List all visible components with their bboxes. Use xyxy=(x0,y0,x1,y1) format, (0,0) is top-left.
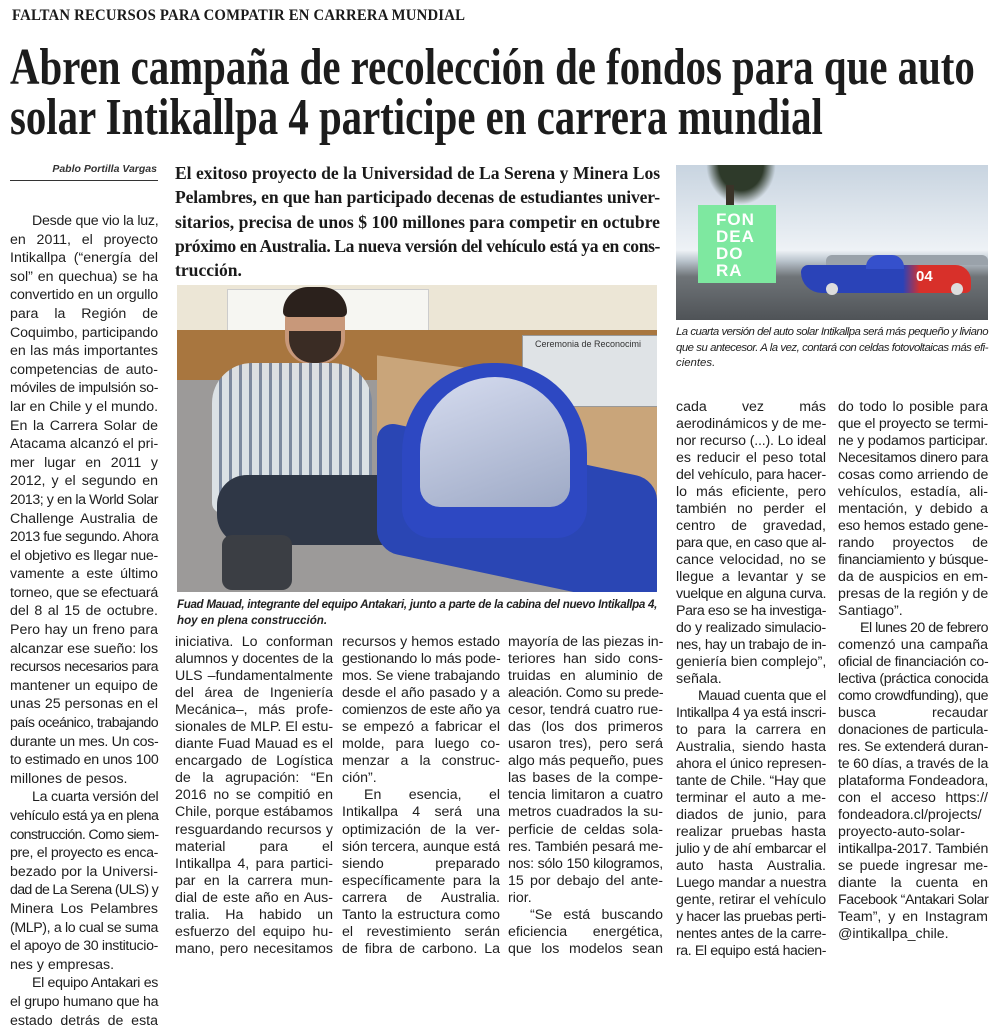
text-line: torneo, que se efectuará xyxy=(10,584,158,601)
text-line: mer lugar en 2011 y xyxy=(10,454,158,471)
side-photo-caption xyxy=(676,325,988,372)
text-line: como crowdfunding), que xyxy=(838,688,989,704)
text-line: julio y de ahí embarcar el xyxy=(676,841,826,857)
text-line: comenzó una campaña xyxy=(838,637,988,653)
text-line: lectiva (práctica conocida xyxy=(838,671,989,687)
text-line: res. También pesará me- xyxy=(508,838,663,855)
body-column-3 xyxy=(342,634,500,958)
text-line: sitarios, precisa de unos $ 100 millones para competir en octubre xyxy=(175,211,660,232)
text-line: alcanzar ese sueño: los xyxy=(10,640,158,657)
text-line: competencias de auto- xyxy=(10,361,158,378)
text-line: mentación, y debido a xyxy=(838,501,988,517)
text-line: diante Fuad Mauad es el xyxy=(175,736,333,753)
text-line: vuelque en alguna curva. xyxy=(676,586,827,602)
text-line: rando proyectos de xyxy=(838,535,988,551)
text-line: cance velocidad, no se xyxy=(676,552,826,568)
text-line: dad de La Serena (ULS) y xyxy=(10,882,159,899)
text-line: esfuerzo del equipo hu- xyxy=(175,923,333,940)
text-line: da de auspicios en em- xyxy=(838,569,988,585)
text-line: nentes antes de la carre- xyxy=(676,926,826,942)
text-line: teriores han sido cons- xyxy=(508,651,663,668)
text-line: financiamiento y búsque- xyxy=(838,552,988,568)
text-line: presas de la región y de xyxy=(838,586,989,602)
text-line: nes y empresas. xyxy=(10,956,115,973)
text-line: Team”, y en Instagram xyxy=(838,909,988,925)
text-line: 2012, y el segundo en xyxy=(10,473,158,490)
text-line: busca recaudar xyxy=(838,705,988,721)
text-line: cada vez más xyxy=(676,399,826,415)
text-line: 15 por debajo del ante- xyxy=(508,872,663,889)
text-line: lo más eficiente, pero xyxy=(676,484,826,500)
text-line: cosas como arriendo de xyxy=(838,467,989,483)
text-line: En esencia, el xyxy=(364,787,500,804)
text-line: nes, hay un trabajo de in- xyxy=(676,637,826,653)
text-line: desde el año pasado y a xyxy=(342,685,500,702)
logo-text: RA xyxy=(716,261,743,280)
text-line: el grupo humano que ha xyxy=(10,993,159,1010)
text-line: plataforma Fondeadora, xyxy=(838,773,989,789)
text-line: que el proyecto se termi- xyxy=(838,416,988,432)
side-photo xyxy=(676,165,988,320)
text-line: eso hemos estado gene- xyxy=(838,518,988,534)
text-line: Pelambres, en que han participado decenas de estudiantes univer- xyxy=(175,187,660,208)
text-line: 2013; y en la World Solar xyxy=(10,491,158,508)
text-line: también no perder el xyxy=(676,501,826,517)
text-line: Tanto la estructura como xyxy=(342,906,500,923)
text-line: Mecánica–, más profe- xyxy=(175,702,333,719)
byline-rule xyxy=(10,180,158,181)
text-line: El equipo Antakari es xyxy=(32,975,158,992)
text-line: to para la carrera en xyxy=(676,722,826,738)
text-line: tralia. Ha habido un xyxy=(175,906,333,923)
text-line: se empezó a fabricar el xyxy=(342,719,500,736)
text-line: Challenge Australia de xyxy=(10,510,158,527)
text-line: el apoyo de 30 institucio- xyxy=(10,938,158,955)
text-line: donaciones de particula- xyxy=(838,722,988,738)
text-line: nor recurso (...). Lo ideal xyxy=(676,433,826,449)
text-line: Desde que vio la luz, xyxy=(32,213,159,229)
text-line: fondeadora.cl/projects/ xyxy=(838,807,982,823)
lead-paragraph xyxy=(175,161,660,282)
text-line: del vehículo, para hacer- xyxy=(676,467,826,483)
body-column-6 xyxy=(838,399,988,943)
text-line: El exitoso proyecto de la Universidad de La Serena y Minera Los xyxy=(175,163,660,183)
text-line: cesor, tendrá cuatro rue- xyxy=(508,702,663,719)
text-line: en las más importantes xyxy=(10,343,158,360)
main-photo-caption xyxy=(177,597,657,628)
text-line: rior. xyxy=(508,889,532,906)
text-line: mano, pero necesitamos xyxy=(175,940,333,957)
text-line: comienzos de este año ya xyxy=(342,702,500,719)
text-line: específicamente para la xyxy=(342,872,500,889)
text-line: En la Carrera Solar de xyxy=(10,417,158,434)
text-line: centro de gravedad, xyxy=(676,518,826,534)
text-line: @intikallpa_chile. xyxy=(838,926,949,942)
body-column-2 xyxy=(175,634,333,958)
text-line: señala. xyxy=(676,671,722,687)
text-line: el revestimiento serán xyxy=(342,923,500,940)
text-line: do todo lo posible para xyxy=(838,399,988,415)
text-line: “Se está buscando xyxy=(530,906,663,923)
text-line: del área de Ingeniería xyxy=(175,685,333,702)
text-line: te 60 días, a través de la xyxy=(838,756,989,772)
text-line: estado detrás de esta xyxy=(10,1012,158,1029)
text-line: unas 25 personas en el xyxy=(10,696,158,713)
text-line: diados de junio, para xyxy=(676,807,826,823)
text-line: llegue a levantar y se xyxy=(676,569,826,585)
text-line: para la Región de xyxy=(10,305,158,322)
text-line: proyecto-auto-solar- xyxy=(838,824,965,840)
text-line: se puede ingresar me- xyxy=(838,858,988,874)
text-line: hoy en plena construcción. xyxy=(177,613,328,627)
text-line: en 2011, el proyecto xyxy=(10,231,158,248)
text-line: gente, retirar el vehículo xyxy=(676,892,826,908)
text-line: alumnos y docentes de la xyxy=(175,651,333,668)
text-line: intikallpa-2017. También xyxy=(838,841,989,857)
text-line: y hacer las pruebas perti- xyxy=(676,909,826,925)
text-line: Luego mandar a nuestra xyxy=(676,875,827,891)
text-line: 2016 no se compitió en xyxy=(175,787,333,804)
text-line: iniciativa. Lo conforman xyxy=(175,634,333,650)
text-line: del 8 al 15 de octubre. xyxy=(10,603,158,620)
text-line: Australia, siendo hasta xyxy=(676,739,826,755)
text-line: vehículos, estadía, ali- xyxy=(838,484,988,500)
text-line: móviles de impulsión so- xyxy=(10,380,159,397)
text-line: material para el xyxy=(175,838,333,855)
text-line: eficiencia energética, xyxy=(508,923,663,940)
text-line: vehículo está ya en plena xyxy=(10,808,159,824)
text-line: lar en Chile y el mundo. xyxy=(10,398,158,415)
text-line: cientes. xyxy=(676,357,716,370)
text-line: to estimado en unos 100 xyxy=(10,752,159,769)
text-line: do y realizado simulacio- xyxy=(676,620,826,636)
text-line: de la agrupación: “En xyxy=(175,770,333,787)
text-line: vamente a este último xyxy=(10,566,158,583)
text-line: tencia limitaron a cuatro xyxy=(508,787,663,804)
text-line: siendo preparado xyxy=(342,855,500,872)
text-line: ULS –fundamentalmente xyxy=(175,668,333,685)
text-line: algo más pequeño, pues xyxy=(508,753,664,770)
fondeadora-logo xyxy=(698,205,776,283)
text-line: recursos necesarios para xyxy=(10,659,158,676)
body-column-4 xyxy=(508,634,663,958)
banner-text: Ceremonia de Reconocimi xyxy=(535,339,642,349)
text-line: 2013 fue segundo. Ahora xyxy=(10,529,159,546)
text-line: ahora el único represen- xyxy=(676,756,827,772)
text-line: La cuarta versión del xyxy=(32,789,159,806)
text-line: geniería bien complejo”, xyxy=(676,654,827,670)
text-line: Intikallpa 4 ya está inscri- xyxy=(676,705,826,721)
text-line: metros cuadrados la su- xyxy=(508,804,663,821)
text-line: aleación. Como su prede- xyxy=(508,685,664,702)
text-line: dial de este año en Aus- xyxy=(175,889,333,906)
text-line: sión tercera, aunque está xyxy=(342,838,500,855)
text-line: das (los dos primeros xyxy=(508,719,663,736)
text-line: Intikallpa 4 será una xyxy=(342,804,500,821)
text-line: gestionando lo más pode- xyxy=(342,651,501,668)
text-line: Pero hay un freno para xyxy=(10,622,158,639)
text-line: aerodinámicos y de me- xyxy=(676,416,827,432)
text-line: Minera Los Pelambres xyxy=(10,900,158,917)
text-line: ción”. xyxy=(342,770,377,787)
text-line: auto hasta Australia. xyxy=(676,858,826,874)
text-line: el objetivo es llegar nue- xyxy=(10,547,158,564)
text-line: sionales de MLP. El estu- xyxy=(175,719,333,736)
text-line: optimización de la ver- xyxy=(342,821,500,838)
text-line: encargado de Logística xyxy=(175,753,333,770)
text-line: recursos y hemos estado xyxy=(342,634,500,650)
text-line: ne y podamos participar. xyxy=(838,433,988,449)
text-line: El lunes 20 de febrero xyxy=(860,620,988,636)
text-line: Atacama alcanzó el pri- xyxy=(10,436,159,453)
text-line: Coquimbo, participando xyxy=(10,324,158,341)
section-kicker: FALTAN RECURSOS PARA COMPATIR EN CARRERA MUNDIAL xyxy=(12,7,466,24)
text-line: Para eso se ha investiga- xyxy=(676,603,827,619)
logo-text: DO xyxy=(716,244,744,263)
text-line: diante la cuenta en xyxy=(838,875,988,891)
logo-text: DEA xyxy=(716,227,755,246)
headline-line-2: solar Intikallpa 4 participe en carrera mundial xyxy=(10,89,823,146)
text-line: terminar el auto a me- xyxy=(676,790,826,806)
text-line: con el acceso https:// xyxy=(838,790,988,806)
text-line: La cuarta versión del auto solar Intikallpa será más pequeño y liviano xyxy=(676,326,988,338)
text-line: que su antecesor. A la vez, contará con celdas fotovoltaicas más efi- xyxy=(676,341,988,354)
text-line: construcción. Como siem- xyxy=(10,826,159,843)
text-line: para que, en caso que al- xyxy=(676,535,826,551)
text-line: perficie de celdas sola- xyxy=(508,821,663,838)
text-line: de fibra de carbono. La xyxy=(342,940,500,957)
logo-text: FON xyxy=(716,210,755,229)
text-line: Mauad cuenta que el xyxy=(698,688,826,704)
text-line: par en la carrera mun- xyxy=(175,872,333,889)
text-line: carrera de Australia. xyxy=(342,889,500,906)
text-line: tante de Chile. “Hay que xyxy=(676,773,826,789)
text-line: res. Se extenderá duran- xyxy=(838,739,988,755)
text-line: Necesitamos dinero para xyxy=(838,450,988,466)
text-line: es reducir el peso total xyxy=(676,450,826,466)
text-line: pre, el proyecto es enca- xyxy=(10,845,158,862)
text-line: próximo en Australia. La nueva versión del vehículo está ya en cons- xyxy=(175,235,660,256)
text-line: mos. Se viene trabajando xyxy=(342,668,500,685)
text-line: truidas en aluminio de xyxy=(508,668,663,685)
text-line: sol” en quechua) se ha xyxy=(10,268,158,285)
text-line: mantener un equipo de xyxy=(10,677,158,694)
text-line: bezado por la Universi- xyxy=(10,863,158,880)
body-column-1 xyxy=(10,212,158,1030)
text-line: Intikallpa (“energía del xyxy=(10,250,158,267)
text-line: menzar a la construc- xyxy=(342,753,500,770)
text-line: convertido en un orgullo xyxy=(10,287,158,304)
byline: Pablo Portilla Vargas xyxy=(52,163,157,175)
text-line: Facebook “Antakari Solar xyxy=(838,892,989,908)
body-column-5 xyxy=(676,399,826,960)
text-line: nos: sólo 150 kilogramos, xyxy=(508,855,663,872)
main-photo xyxy=(177,285,657,592)
text-line: Santiago”. xyxy=(838,603,903,619)
text-line: resguardando recursos y xyxy=(175,821,333,838)
text-line: Fuad Mauad, integrante del equipo Antakari, junto a parte de la cabina del nuevo Intikallpa 4, xyxy=(177,598,657,611)
text-line: país oceánico, trabajando xyxy=(10,715,158,732)
text-line: Intikallpa 4, para partici- xyxy=(175,855,333,872)
text-line: trucción. xyxy=(175,260,242,281)
text-line: mayoría de las piezas in- xyxy=(508,634,664,650)
car-number: 04 xyxy=(916,268,933,285)
text-line: molde, para luego co- xyxy=(342,736,500,753)
text-line: que los modelos sean xyxy=(508,940,663,957)
text-line: Chile, porque estábamos xyxy=(175,804,333,821)
text-line: usaron tres), pero será xyxy=(508,736,663,753)
text-line: ra. El equipo está hacien- xyxy=(676,943,826,959)
text-line: las bases de la compe- xyxy=(508,770,663,787)
text-line: oficial de financiación co- xyxy=(838,654,989,670)
text-line: realizar pruebas hasta xyxy=(676,824,826,840)
headline-line-1: Abren campaña de recolección de fondos para que auto xyxy=(10,39,975,96)
text-line: millones de pesos. xyxy=(10,770,128,787)
text-line: durante un mes. Un cos- xyxy=(10,733,159,750)
text-line: (MLP), a lo cual se suma xyxy=(10,919,158,936)
